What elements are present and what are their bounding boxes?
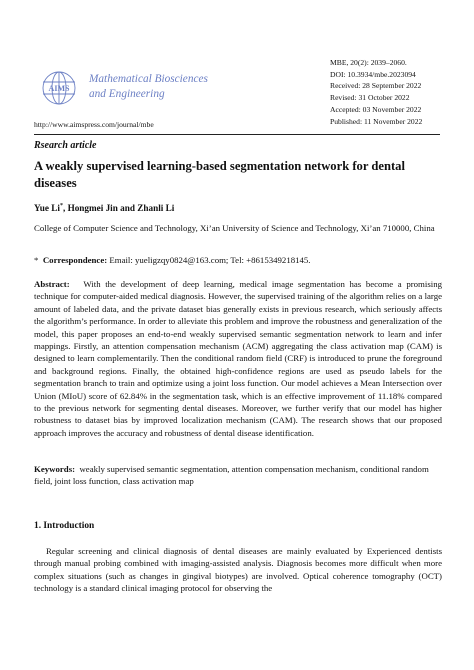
article-type: Rsearch article [34, 140, 97, 151]
journal-url-link[interactable]: http://www.aimspress.com/journal/mbe [34, 120, 154, 129]
meta-accepted: Accepted: 03 November 2022 [330, 104, 422, 114]
publication-meta [330, 57, 470, 127]
abstract-text: With the development of deep learning, medical image segmentation has become a promising technique for computer-aided medical diagnosis. However, the supervised training of the algorithm relies on a large amount of labeled data, and the private dataset bias generally exists in previous research, which seriously affects the algorithm’s performance. In order to alleviate this problem and improve the robustness and generalization of the model, this paper proposes an end-to-end weakly supervised semantic segmentation network to learn and infer mappings. Firstly, an attention compensation mechanism (ACM) aggregating the class activation map (CAM) is designed to learn complementarily. Then the conditional random field (CRF) is introduced to prune the foreground and background regions. Finally, the obtained high-confidence regions are used as pseudo labels for the segmentation branch to train and optimize using a joint loss function. Our model achieves a Mean Intersection over Union (MIoU) score of 62.84% in the segmentation task, which is an effective improvement of 11.18% compared to the previous network for segmenting dental diseases. Moreover, we further verify that our model has higher robustness to dataset bias by improved localization mechanism (CAM). The research shows that our proposed approach improves the accuracy and robustness of dental disease identification. [34, 279, 442, 438]
author-rest: , Hongmei Jin and Zhanli Li [62, 203, 175, 213]
correspondence-contact[interactable]: Email: yueligzqy0824@163.com; Tel: +8615349218145. [109, 255, 311, 265]
meta-doi[interactable]: DOI: 10.3934/mbe.2023094 [330, 69, 416, 79]
journal-name-line1: Mathematical Biosciences [89, 73, 208, 85]
section-heading-introduction: 1. Introduction [34, 521, 95, 531]
meta-revised: Revised: 31 October 2022 [330, 93, 410, 103]
author-first: Yue Li [34, 203, 60, 213]
authors [34, 203, 174, 213]
journal-name [89, 72, 249, 102]
affiliation: College of Computer Science and Technology, Xi’an University of Science and Technology, Xi’an 710000, China [34, 223, 435, 233]
header-rule [34, 134, 440, 135]
correspondence-mark: * [34, 255, 39, 265]
abstract-label: Abstract: [34, 279, 70, 289]
meta-received: Received: 28 September 2022 [330, 81, 422, 91]
paper-title: A weakly supervised learning-based segmentation network for dental diseases [34, 159, 405, 190]
journal-name-line2: and Engineering [89, 88, 165, 100]
keywords-text: weakly supervised semantic segmentation, attention compensation mechanism, conditional random field, joint loss function, class activation map [34, 464, 429, 487]
keywords-label: Keywords: [34, 464, 76, 474]
introduction-paragraph: Regular screening and clinical diagnosis of dental diseases are mainly evaluated by Experienced dentists through manual probing combined with imaging-assisted analysis. Diagnosis becomes more difficult when more complex situations (such as changes in gingival biotypes) are involved. Optical coherence tomography (OCT) technology is a standard clinical imaging protocol for observing the [34, 546, 442, 594]
abstract [34, 278, 442, 439]
logo-text: AIMS [48, 84, 70, 93]
meta-citation: MBE, 20(2): 2039–2060. [330, 58, 407, 67]
meta-published: Published: 11 November 2022 [330, 116, 423, 126]
correspondence [34, 255, 442, 265]
corresponding-mark: * [59, 202, 63, 209]
correspondence-label: Correspondence: [42, 255, 108, 265]
aims-logo [34, 68, 84, 108]
keywords [34, 463, 442, 488]
